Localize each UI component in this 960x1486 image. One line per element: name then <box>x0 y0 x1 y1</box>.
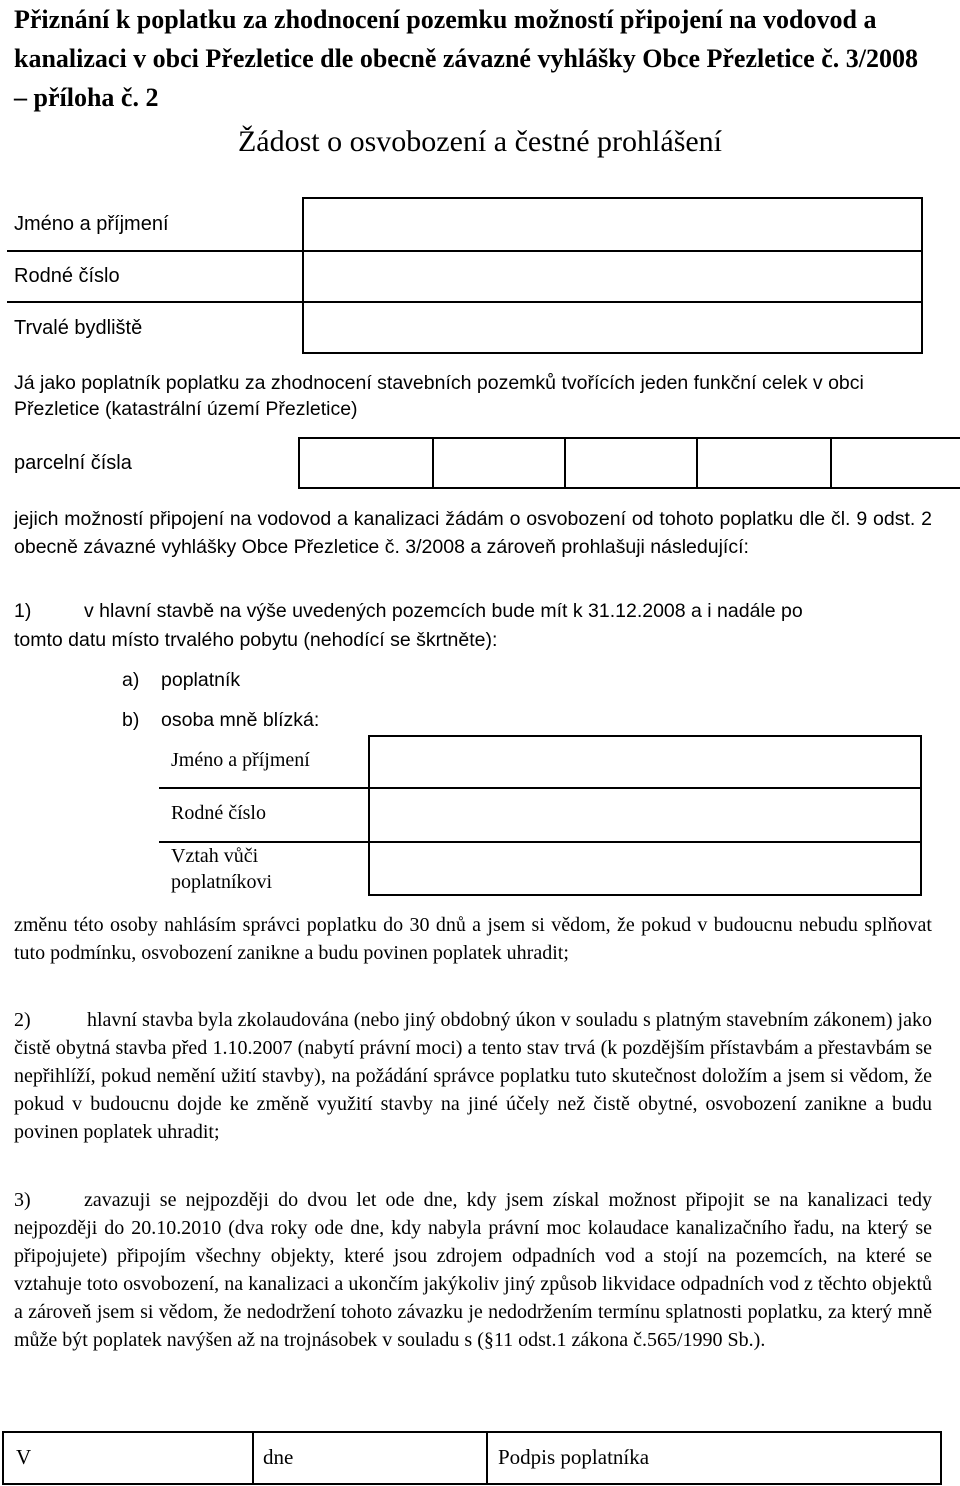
relation-label-line-2: poplatníkovi <box>171 871 273 893</box>
option-b-text: osoba mně blízká: <box>161 709 320 731</box>
place-field[interactable] <box>2 1431 254 1485</box>
address-field[interactable] <box>302 301 923 354</box>
point-2-number: 2) <box>14 1009 31 1031</box>
point-2 <box>14 1006 932 1146</box>
document-title: Přiznání k poplatku za zhodnocení pozemku možností připojení na vodovod a kanalizaci v obci Přezletice dle obecně závazné vyhlášky Obce Přezletice č. 3/2008 – příloha č. 2 <box>14 5 918 112</box>
parcel-number-field-4[interactable] <box>696 437 832 489</box>
option-b-marker: b) <box>122 709 140 731</box>
parcel-number-field-2[interactable] <box>432 437 566 489</box>
parcel-numbers-row <box>7 437 960 489</box>
option-a-text: poplatník <box>161 669 241 691</box>
option-a <box>122 669 722 692</box>
close-person-table <box>159 735 922 896</box>
close-person-name-field[interactable] <box>368 735 922 789</box>
intro-paragraph: Já jako poplatník poplatku za zhodnocení stavebních pozemků tvořících jeden funkční celek v obci Přezletice (katastrální území Přezletice) <box>14 372 864 420</box>
point-3-text: zavazuji se nejpozději do dvou let ode dne, kdy jsem získal možnost připojit se na kanalizaci tedy nejpozději do 20.10.2010 (dva roky ode dne, kdy nabyla právní moc kolaudace kanalizačního řadu, na který se připojujete) připojím všechny objekty, které jsou zdrojem odpadních vod a stojí na pozemcích, na které se vztahuje toto osvobození, na kanalizaci a ukončím jakýkoliv jiný způsob likvidace odpadních vod z těchto objektů a zároveň jsem si vědom, že nedodržení tohoto závazku je nedodržením termínu splatnosti poplatku, za který mně může být poplatek navýšen až na trojnásobek v souladu s (§11 odst.1 zákona č.565/1990 Sb.). <box>14 1189 932 1351</box>
birth-number-field[interactable] <box>302 250 923 303</box>
close-person-relation-field[interactable] <box>368 841 922 896</box>
parcel-number-field-5[interactable] <box>830 437 960 489</box>
signature-row <box>2 1431 942 1485</box>
point-1-notice: změnu této osoby nahlásím správci poplatku do 30 dnů a jsem si vědom, že pokud v budoucnu nebudu splňovat tuto podmínku, osvobození zanikne a budu povinen poplatek uhradit; <box>14 914 932 964</box>
parcel-numbers-label: parcelní čísla <box>14 452 132 474</box>
personal-info-table <box>7 197 923 354</box>
name-label: Jméno a příjmení <box>14 213 169 235</box>
close-person-birth-label: Rodné číslo <box>171 802 266 824</box>
option-b <box>122 709 722 732</box>
parcel-number-field-3[interactable] <box>564 437 698 489</box>
option-a-marker: a) <box>122 669 140 691</box>
point-2-text: hlavní stavba byla zkolaudována (nebo jiný obdobný úkon v souladu s platným stavebním zákonem) jako čistě obytná stavba před 1.10.2007 (nabytí právní moci) a tento stav trvá (k pozdějším přístavbám a přestavbám se nepřihlíží, pokud nemění užití stavby), na požádání správce poplatku tuto skutečnost doložím a jsem si vědom, že pokud v budoucnu dojde ke změně využití stavby na jiné účely než čistě obytné, osvobození zanikne a budu povinen poplatek uhradit; <box>14 1009 932 1143</box>
address-label: Trvalé bydliště <box>14 317 143 339</box>
close-person-relation-label <box>171 843 272 895</box>
point-3 <box>14 1186 932 1354</box>
document-subtitle: Žádost o osvobození a čestné prohlášení <box>237 125 723 158</box>
point-3-number: 3) <box>14 1189 31 1211</box>
birth-number-label: Rodné číslo <box>14 265 120 287</box>
place-label: V <box>16 1445 32 1469</box>
name-field[interactable] <box>302 197 923 252</box>
point-1-text-line-2: tomto datu místo trvalého pobytu (nehodící se škrtněte): <box>14 629 498 651</box>
parcel-number-field-1[interactable] <box>298 437 434 489</box>
request-paragraph: jejich možností připojení na vodovod a kanalizaci žádám o osvobození od tohoto poplatku dle čl. 9 odst. 2 obecně závazné vyhlášky Obce Přezletice č. 3/2008 a zároveň prohlašuji následující: <box>14 508 932 558</box>
date-label: dne <box>263 1445 294 1469</box>
signature-label: Podpis poplatníka <box>498 1445 650 1469</box>
relation-label-line-1: Vztah vůči <box>171 845 259 867</box>
point-1-number: 1) <box>14 600 32 622</box>
close-person-birth-field[interactable] <box>368 787 922 843</box>
close-person-name-label: Jméno a příjmení <box>171 749 310 771</box>
point-1-text-line-1: v hlavní stavbě na výše uvedených pozemcích bude mít k 31.12.2008 a i nadále po <box>84 600 803 622</box>
